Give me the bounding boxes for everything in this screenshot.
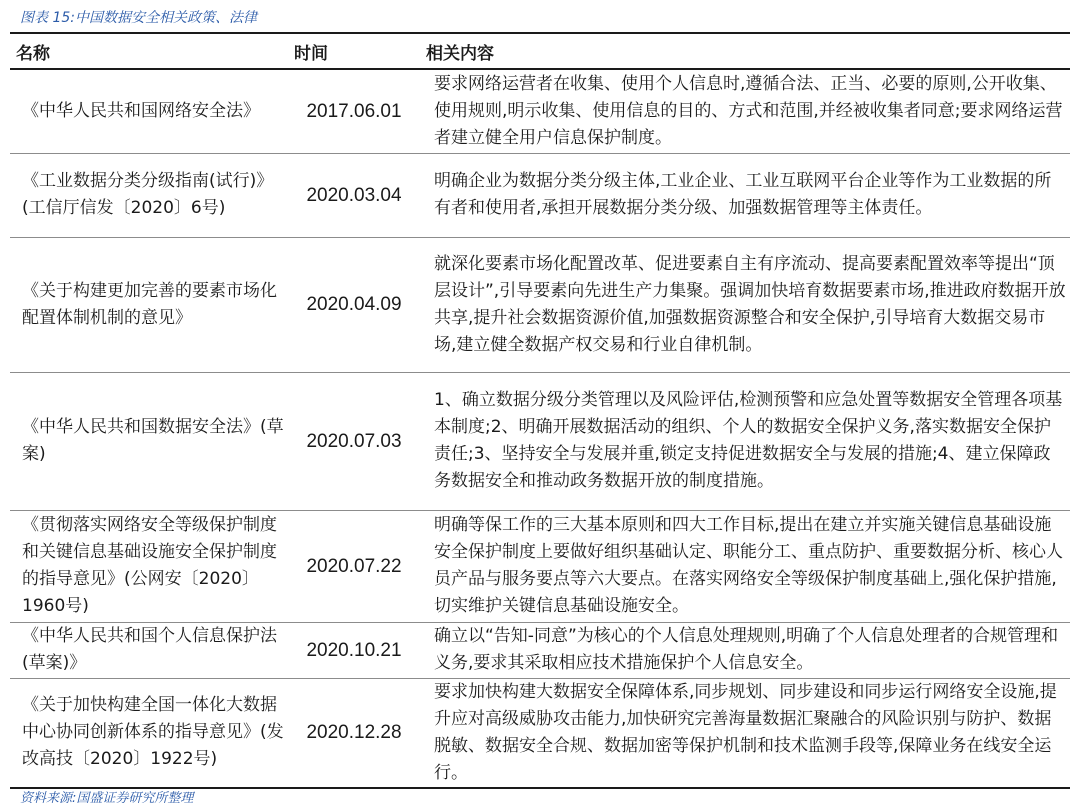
table-row: [10, 69, 1070, 153]
table-row: [10, 678, 1070, 788]
header-name: 名称: [16, 43, 50, 64]
row-date: 2020.07.22: [288, 510, 420, 622]
policy-table: [10, 32, 1070, 789]
row-content: 明确等保工作的三大基本原则和四大工作目标,提出在建立并实施关键信息基础设施安全保护制度上要做好组织基础认定、职能分工、重点防护、重要数据分析、核心人员产品与服务要点等六大要点。在落实网络安全等级保护制度基础上,强化保护措施,切实维护关键信息基础设施安全。: [420, 510, 1070, 622]
row-name: 《中华人民共和国数据安全法》(草案): [10, 372, 288, 510]
policy-table-container: [10, 32, 1070, 789]
row-content: 要求加快构建大数据安全保障体系,同步规划、同步建设和同步运行网络安全设施,提升应对高级威胁攻击能力,加快研究完善海量数据汇聚融合的风险识别与防护、数据脱敏、数据安全合规、数据加密等保护机制和技术监测手段等,保障业务在线安全运行。: [420, 678, 1070, 788]
row-name: 《关于构建更加完善的要素市场化配置体制机制的意见》: [10, 237, 288, 372]
row-name: 《中华人民共和国个人信息保护法(草案)》: [10, 622, 288, 678]
table-row: [10, 622, 1070, 678]
figure-caption: 图表 15:中国数据安全相关政策、法律: [20, 10, 257, 26]
row-name: 《中华人民共和国网络安全法》: [10, 69, 288, 153]
row-date: 2017.06.01: [288, 69, 420, 153]
row-name: 《贯彻落实网络安全等级保护制度和关键信息基础设施安全保护制度的指导意见》(公网安〔2020〕1960号): [10, 510, 288, 622]
row-content: 1、确立数据分级分类管理以及风险评估,检测预警和应急处置等数据安全管理各项基本制度;2、明确开展数据活动的组织、个人的数据安全保护义务,落实数据安全保护责任;3、坚持安全与发展并重,锁定支持促进数据安全与发展的措施;4、建立保障政务数据安全和推动政务数据开放的制度措施。: [420, 372, 1070, 510]
table-row: [10, 153, 1070, 237]
table-row: [10, 372, 1070, 510]
row-name: 《工业数据分类分级指南(试行)》(工信厅信发〔2020〕6号): [10, 153, 288, 237]
row-date: 2020.04.09: [288, 237, 420, 372]
row-content: 就深化要素市场化配置改革、促进要素自主有序流动、提高要素配置效率等提出“顶层设计”,引导要素向先进生产力集聚。强调加快培育数据要素市场,推进政府数据开放共享,提升社会数据资源价值,加强数据资源整合和安全保护,引导培育大数据交易市场,建立健全数据产权交易和行业自律机制。: [420, 237, 1070, 372]
source-note: 资料来源:国盛证券研究所整理: [20, 791, 194, 806]
header-date: 时间: [294, 43, 328, 64]
row-name: 《关于加快构建全国一体化大数据中心协同创新体系的指导意见》(发改高技〔2020〕1922号): [10, 678, 288, 788]
table-row: [10, 510, 1070, 622]
header-content: 相关内容: [426, 43, 494, 64]
row-content: 要求网络运营者在收集、使用个人信息时,遵循合法、正当、必要的原则,公开收集、使用规则,明示收集、使用信息的目的、方式和范围,并经被收集者同意;要求网络运营者建立健全用户信息保护制度。: [420, 69, 1070, 153]
row-date: 2020.12.28: [288, 678, 420, 788]
row-content: 明确企业为数据分类分级主体,工业企业、工业互联网平台企业等作为工业数据的所有者和使用者,承担开展数据分类分级、加强数据管理等主体责任。: [420, 153, 1070, 237]
row-date: 2020.10.21: [288, 622, 420, 678]
table-header: [10, 33, 1070, 69]
row-date: 2020.03.04: [288, 153, 420, 237]
row-content: 确立以“告知-同意”为核心的个人信息处理规则,明确了个人信息处理者的合规管理和义务,要求其采取相应技术措施保护个人信息安全。: [420, 622, 1070, 678]
table-body: [10, 69, 1070, 788]
row-date: 2020.07.03: [288, 372, 420, 510]
header-row: [10, 33, 1070, 69]
table-row: [10, 237, 1070, 372]
